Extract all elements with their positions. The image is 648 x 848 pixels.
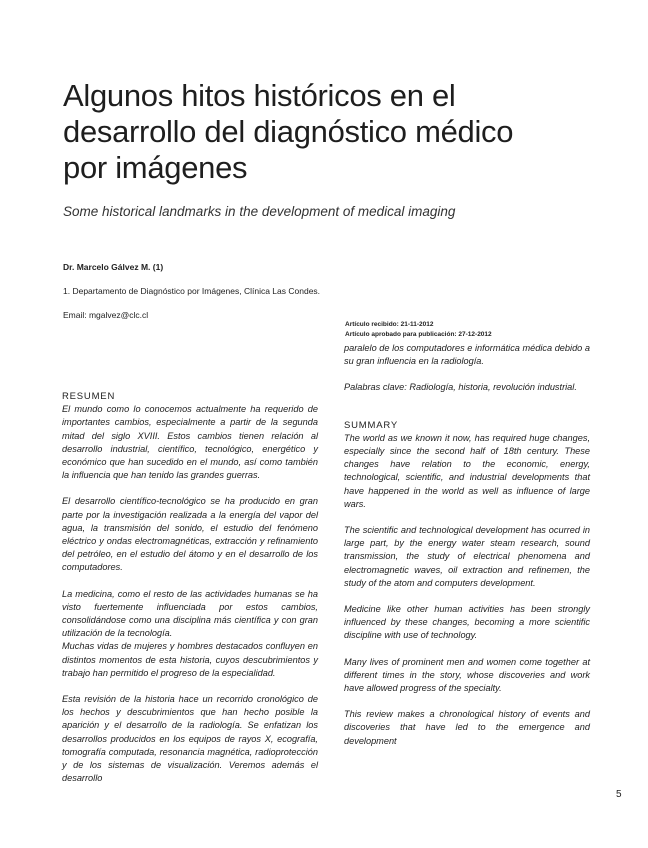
- article-dates: [345, 320, 492, 340]
- resumen-paragraph: Muchas vidas de mujeres y hombres destacados confluyen en distintos momentos de esta historia, cuyos descubrimientos y trabajo han permitido el progreso de la especialidad.: [62, 641, 318, 678]
- author-name: Dr. Marcelo Gálvez M. (1): [63, 262, 164, 272]
- email: Email: mgalvez@clc.cl: [63, 310, 149, 320]
- summary-heading: SUMMARY: [344, 419, 398, 431]
- title-line: Algunos hitos históricos en el: [63, 78, 456, 113]
- approved-date: Artículo aprobado para publicación: 27-12-2012: [345, 331, 492, 338]
- keywords: Palabras clave: Radiología, historia, revolución industrial.: [344, 382, 577, 393]
- resumen-column: [62, 390, 318, 785]
- summary-paragraph: Many lives of prominent men and women come together at different times in the story, whose discoveries and work have allowed progress of the specialty.: [344, 656, 590, 694]
- received-date: Artículo recibido: 21-11-2012: [345, 321, 434, 328]
- english-title: Some historical landmarks in the development of medical imaging: [63, 204, 456, 219]
- summary-paragraph: Medicine like other human activities has been strongly influenced by these changes, becoming a more scientific discipline with use of technology.: [344, 604, 590, 641]
- page-number: 5: [616, 789, 622, 800]
- title-line: desarrollo del diagnóstico médico: [63, 114, 514, 149]
- resumen-paragraph: La medicina, como el resto de las actividades humanas se ha visto fuertemente influenciada por estos cambios, consolidándose como una disciplina más científica y con gran utilización de la tecnología.: [62, 588, 318, 639]
- summary-paragraph: The scientific and technological development has ocurred in large part, by the energy water steam research, sound transmission, the study of electrical phenomena and electromagnetic waves, oil extraction and refinemen, the study of the atom and computers development.: [344, 525, 590, 588]
- resumen-heading: RESUMEN: [62, 391, 116, 402]
- resumen-paragraph: El desarrollo científico-tecnológico se ha producido en gran parte por la investigación realizada a la energía del vapor del agua, la transmisión del sonido, el estudio del fenómeno eléctrico y ondas electromagnéticas, extracción y refinamiento del petróleo, en el estudio del átomo y en el desarrollo de los computadores.: [62, 496, 318, 573]
- resumen-paragraph: El mundo como lo conocemos actualmente ha requerido de importantes cambios, especialmente a partir de la segunda mitad del siglo XVIII. Estos cambios tienen relación al desarrollo industrial, científico, tecnológico, energético y económico que han sucedido en el mundo, así como también la influencia que han tenido las grandes guerras.: [62, 404, 318, 481]
- affiliation: 1. Departamento de Diagnóstico por Imágenes, Clínica Las Condes.: [63, 286, 321, 296]
- article-title: [63, 78, 603, 186]
- resumen-continuation: paralelo de los computadores e informática médica debido a su gran influencia en la radiología.: [344, 343, 590, 367]
- resumen-paragraph: Esta revisión de la historia hace un recorrido cronológico de los hechos y descubrimientos que han hecho posible la aparición y el desarrollo de la radiología. Se enfatizan los desarrollos producidos en los equipos de rayos X, ecografía, tomografía computada, resonancia magnética, radioprotección y de los sistemas de visualización. Veremos además el desarrollo: [62, 694, 318, 784]
- summary-column: [344, 342, 590, 748]
- summary-paragraph: The world as we known it now, has required huge changes, especially since the second half of 18th century. These changes have relation to the economic, energy, technological, scientific, and industrial developments that have happened in the world as well as influence of large wars.: [344, 432, 590, 509]
- summary-paragraph: This review makes a chronological history of events and discoveries that have led to the emergence and development: [344, 709, 590, 746]
- title-line: por imágenes: [63, 150, 248, 185]
